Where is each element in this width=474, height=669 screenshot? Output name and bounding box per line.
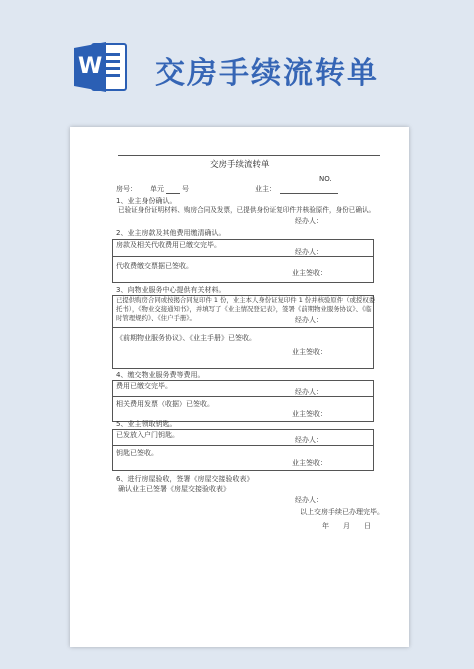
s2-title: 2、业主房款及其他费用缴清确认。 xyxy=(116,229,226,237)
s3-sign: 业主签收： xyxy=(292,348,327,356)
s1-body: 已验证身份证明材料、购房合同及发票，已提供身份证复印件并核验原件，身份已确认。 xyxy=(118,206,376,214)
top-rule xyxy=(118,155,380,156)
s2-sign: 业主签收： xyxy=(292,269,327,277)
s2-divider xyxy=(112,256,373,257)
s5-divider xyxy=(112,445,373,446)
owner-label: 业主： xyxy=(255,185,276,193)
banner-title: 交房手续流转单 xyxy=(155,56,379,91)
s3-line2: 托书），《物业交接通知书》，并填写了《业主情况登记表》，签署《前期物业服务协议》、《临 xyxy=(116,305,372,313)
s3-line3: 时管理规约》、《住户手册》。 xyxy=(116,314,196,322)
s3-title: 3、向物业服务中心提供有关材料。 xyxy=(116,286,226,294)
s4-title: 4、缴交物业服务费等费用。 xyxy=(116,371,205,379)
s5-handler: 经办人： xyxy=(295,436,323,444)
s6-body: 确认业主已签署《房屋交接验收表》 xyxy=(118,485,230,493)
document-page xyxy=(70,127,409,647)
s4-item1: 费用已缴交完毕。 xyxy=(116,382,172,390)
s1-handler: 经办人： xyxy=(295,217,323,225)
s4-divider xyxy=(112,396,373,397)
completion-note: 以上交房手续已办理完毕。 xyxy=(300,508,384,516)
s2-handler: 经办人： xyxy=(295,248,323,256)
s3-line1: 已提供购房合同或按揭合同复印件 1 份，业主本人身份证复印件 1 份并核验原件（或授权委 xyxy=(116,296,376,304)
word-icon xyxy=(72,40,130,94)
s3-handler: 经办人： xyxy=(295,316,323,324)
s3-receipt: 《前期物业服务协议》、《业主手册》已签收。 xyxy=(116,334,256,342)
unit-label: 单元 xyxy=(150,185,164,193)
s4-item2: 相关费用发票（收据）已签收。 xyxy=(116,400,214,408)
s4-sign: 业主签收： xyxy=(292,410,327,418)
owner-blank xyxy=(280,193,338,194)
no-label: NO. xyxy=(319,175,332,183)
word-icon-letter: W xyxy=(78,54,103,79)
s6-title: 6、进行房屋验收，签署《房屋交接验收表》 xyxy=(116,475,254,483)
s2-item2: 代收费缴交票据已签收。 xyxy=(116,262,193,270)
s3-divider xyxy=(112,327,373,328)
number-label: 号 xyxy=(182,185,189,193)
s5-item1: 已发放入户门钥匙。 xyxy=(116,431,179,439)
s4-handler: 经办人： xyxy=(295,388,323,396)
s5-sign: 业主签收： xyxy=(292,459,327,467)
room-label: 房号： xyxy=(116,185,137,193)
s6-handler: 经办人： xyxy=(295,496,323,504)
s1-title: 1、业主身份确认。 xyxy=(116,197,177,205)
s2-item1: 房款及相关代收费用已缴交完毕。 xyxy=(116,241,221,249)
s5-title: 5、业主领取钥匙。 xyxy=(116,420,177,428)
s5-item2: 钥匙已签收。 xyxy=(116,449,158,457)
unit-blank xyxy=(166,193,180,194)
doc-title: 交房手续流转单 xyxy=(210,160,270,170)
date-line: 年 月 日 xyxy=(322,522,371,530)
